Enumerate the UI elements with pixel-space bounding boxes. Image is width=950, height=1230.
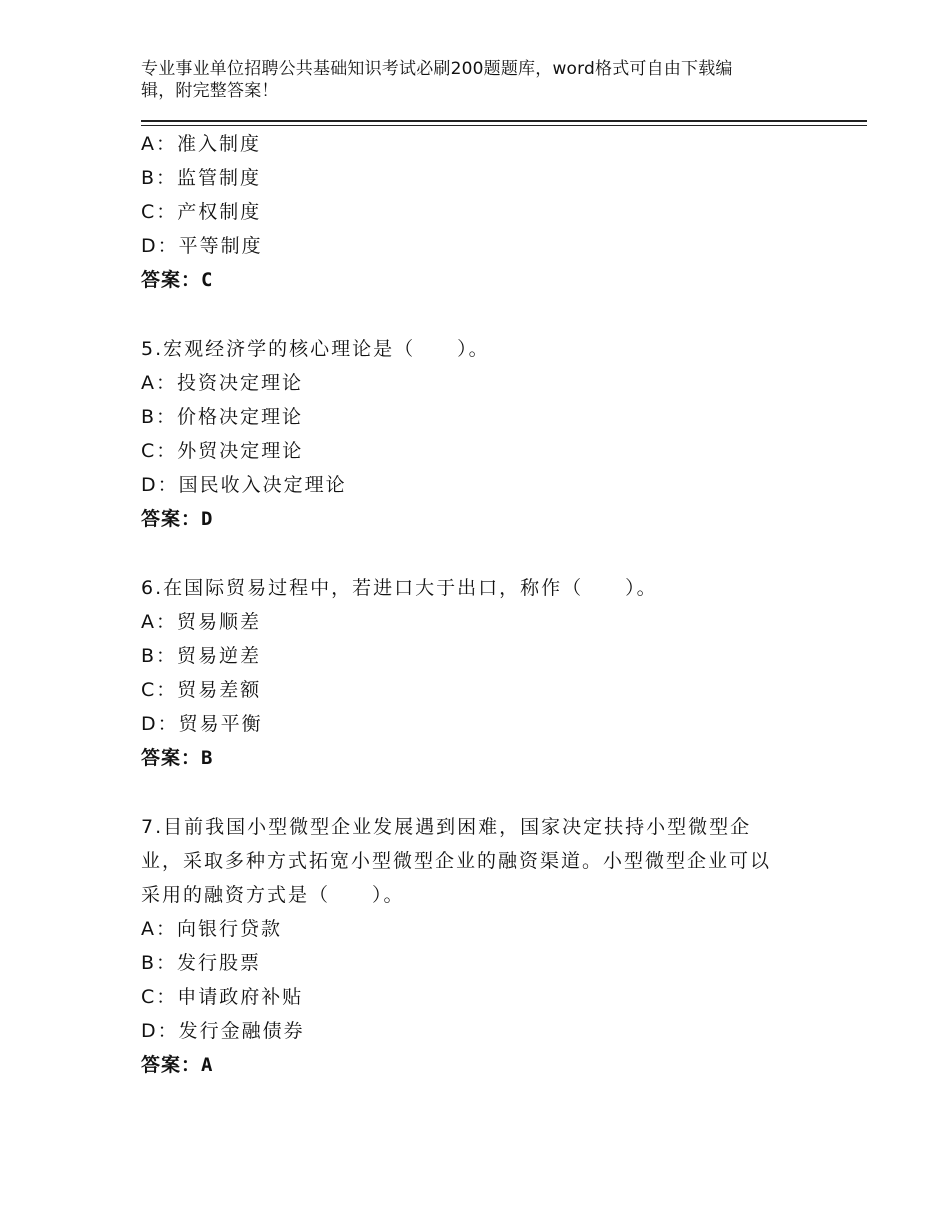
question-stem: 5.宏观经济学的核心理论是（ ）。 <box>141 338 490 360</box>
option-d: D：平等制度 <box>141 235 263 257</box>
question-list <box>141 127 801 1082</box>
answer-label: 答案：A <box>141 1054 214 1076</box>
option-a: A：贸易顺差 <box>141 611 261 633</box>
question-7 <box>141 810 801 1082</box>
option-c: C：外贸决定理论 <box>141 440 304 462</box>
option-a: A：准入制度 <box>141 133 261 155</box>
question-stem-line-2: 业，采取多种方式拓宽小型微型企业的融资渠道。小型微型企业可以 <box>141 850 772 872</box>
question-spacer <box>141 536 801 571</box>
answer-label: 答案：C <box>141 269 214 291</box>
question-4 <box>141 127 801 297</box>
question-spacer <box>141 775 801 810</box>
answer-label: 答案：D <box>141 508 214 530</box>
question-stem-line-3: 采用的融资方式是（ ）。 <box>141 884 405 906</box>
document-header <box>141 58 791 102</box>
question-6 <box>141 571 801 775</box>
answer-label: 答案：B <box>141 747 214 769</box>
option-d: D：发行金融债券 <box>141 1020 305 1042</box>
option-a: A：投资决定理论 <box>141 372 303 394</box>
header-line-2: 辑，附完整答案！ <box>141 81 279 101</box>
option-b: B：发行股票 <box>141 952 262 974</box>
header-line-1: 专业事业单位招聘公共基础知识考试必刷200题题库，word格式可自由下载编 <box>141 59 733 79</box>
question-stem: 6.在国际贸易过程中，若进口大于出口，称作（ ）。 <box>141 577 658 599</box>
option-a: A：向银行贷款 <box>141 918 282 940</box>
option-b: B：价格决定理论 <box>141 406 304 428</box>
option-c: C：贸易差额 <box>141 679 262 701</box>
option-b: B：贸易逆差 <box>141 645 262 667</box>
option-c: C：产权制度 <box>141 201 262 223</box>
question-spacer <box>141 297 801 332</box>
option-d: D：国民收入决定理论 <box>141 474 347 496</box>
question-5 <box>141 332 801 536</box>
option-d: D：贸易平衡 <box>141 713 263 735</box>
header-divider <box>141 120 867 126</box>
option-b: B：监管制度 <box>141 167 262 189</box>
question-stem-line-1: 7.目前我国小型微型企业发展遇到困难，国家决定扶持小型微型企 <box>141 816 752 838</box>
option-c: C：申请政府补贴 <box>141 986 304 1008</box>
